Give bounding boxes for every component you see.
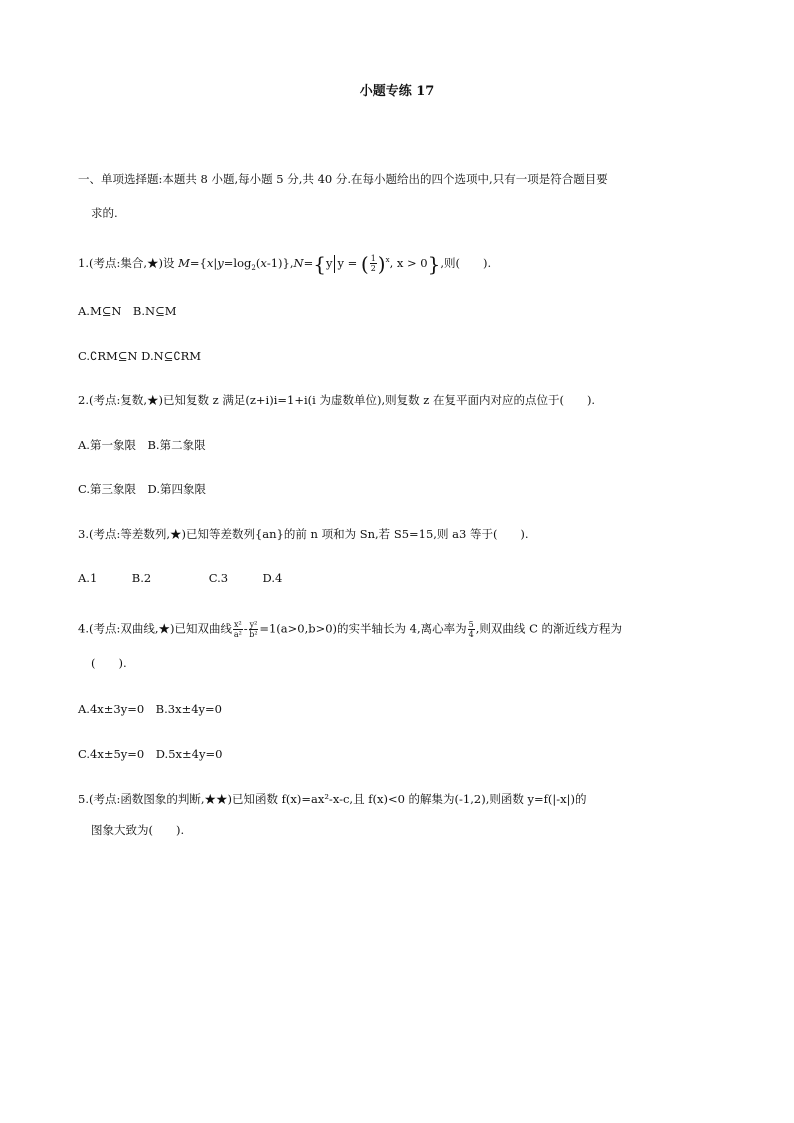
q1-suffix: ,则( ). [440, 255, 492, 270]
question-2-stem: 2.(考点:复数,★)已知复数 z 满足(z+i)i=1+i(i 为虚数单位),则复数 z 在复平面内对应的点位于( ). [78, 393, 596, 407]
q2-options-row1: A.第一象限 B.第二象限 [78, 438, 206, 452]
section-heading: 一、单项选择题:本题共 8 小题,每小题 5 分,共 40 分.在每小题给出的四个选项中,只有一项是符合题目要 [78, 172, 608, 186]
q4-stem-cont: ( ). [91, 656, 127, 670]
page-title: 小题专练 17 [359, 84, 435, 99]
q3-options: A.1 B.2 C.3 D.4 [78, 571, 283, 585]
question-1-stem: 1.(考点:集合,★)设 $M=\{x|y=\log_2(x-1)\},N=\{y$ y = ( $\frac{1}{2}$ )$^x$, x > 0},则( ). [78, 251, 492, 276]
question-3-stem: 3.(考点:等差数列,★)已知等差数列{an}的前 n 项和为 Sn,若 S5=15,则 a3 等于( ). [78, 527, 529, 541]
q1-options-row1: A.M⊆N B.N⊆M [78, 304, 177, 318]
q4-prefix: 4.(考点:双曲线,★)已知双曲线 [78, 621, 232, 636]
q5-stem-cont: 图象大致为( ). [91, 823, 185, 837]
q4-mid: =1(a>0,b>0)的实半轴长为 4,离心率为 [259, 621, 467, 636]
q4-options-row2: C.4x±5y=0 D.5x±4y=0 [78, 747, 223, 761]
q4-suffix: ,则双曲线 C 的渐近线方程为 [475, 621, 623, 636]
question-4-stem: 4.(考点:双曲线,★)已知双曲线 $\frac{\text{x²}}{\text{a²}}$ - $\frac{\text{y²}}{\text{b²}}$ =1(a>0,b>0)的实半轴长为 4,离心率为 $\frac{5}{4}$ ,则双曲线 C 的渐近线方程为 [78, 620, 623, 639]
section-heading-cont: 求的. [91, 206, 118, 220]
q1-prefix: 1.(考点:集合,★)设 [78, 255, 179, 270]
q4-options-row1: A.4x±3y=0 B.3x±4y=0 [78, 702, 222, 716]
q2-options-row2: C.第三象限 D.第四象限 [78, 482, 207, 496]
q1-options-row2: C.∁RM⊆N D.N⊆∁RM [78, 349, 202, 363]
question-5-stem: 5.(考点:函数图象的判断,★★)已知函数 f(x)=ax²-x-c,且 f(x)<0 的解集为(-1,2),则函数 y=f(|-x|)的 [78, 792, 587, 806]
